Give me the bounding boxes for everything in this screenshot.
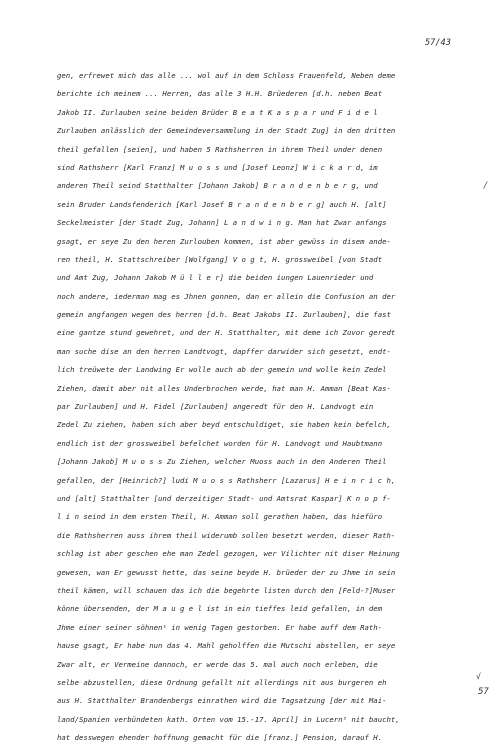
body-text — [57, 67, 477, 747]
text-line: berichte ich meinem ... Herren, das alle 3 H.H. Brüederen [d.h. neben Beat — [57, 89, 383, 99]
text-line: sind Rathsherr [Karl Franz] M u o s s und [Josef Leonz] W i c k a r d, im — [57, 162, 378, 172]
margin-mark: / — [483, 181, 489, 191]
text-line: land/Spanien verbündeten kath. Orten vom 15.-17. April] in Lucern² nit baucht, — [57, 714, 400, 724]
text-line: Seckelmeister [der Stadt Zug, Johann] L a n d w i n g. Man hat Zwar anfangs — [57, 218, 387, 228]
text-line: theil gefallen [seien], und haben 5 Rathsherren in ihrem Theil under denen — [57, 144, 383, 154]
text-line: lich treüwete der Landwing Er wolle auch ab der gemein und wolle kein Zedel — [57, 365, 387, 375]
text-line: gemein angfangen wegen des herren [d.h. Beat Jakobs II. Zurlauben], die fast — [57, 310, 391, 320]
text-line: aus H. Statthalter Brandenbergs einrathen wird die Tagsatzung [der mit Mai- — [57, 696, 387, 706]
text-line: gefallen, der [Heinrich?] ludi M u o s s Rathsherr [Lazarus] H e i n r i c h, — [57, 475, 396, 485]
text-line: ren theil, H. Stattschreiber [Wolfgang] V o g t, H. grossweibel [von Stadt — [57, 254, 383, 264]
text-line: noch andere, iederman mag es Jhnen gonnen, dan er allein die Confusion an der — [57, 291, 396, 301]
text-line: eine gantze stund gewehret, und der H. Statthalter, mit deme ich Zuvor geredt — [57, 328, 396, 338]
text-line: hat desswegen ehender hoffnung gemacht für die [franz.] Pension, darauf H. — [57, 733, 383, 743]
corner-check-mark: √ — [476, 672, 481, 681]
text-line: und Amt Zug, Johann Jakob M ü l l e r] die beiden iungen Lauenrieder und — [57, 273, 374, 283]
text-line: Jakob II. Zurlauben seine beiden Brüder B e a t K a s p a r und F i d e l — [57, 107, 378, 117]
text-line: sein Bruder Landsfenderich [Karl Josef B r a n d e n b e r g] auch H. [alt] — [57, 199, 387, 209]
text-line: theil kämen, will schauen das ich die begehrte listen durch den [Feld-?]Muser — [57, 585, 396, 595]
text-line: könne übersenden, der M a u g e l ist in ein tieffes leid gefallen, in dem — [57, 604, 383, 614]
text-line: gewesen, wan Er gewusst hette, das seine beyde H. brüeder der zu Jhme in sein — [57, 567, 396, 577]
text-line: anderen Theil seind Statthalter [Johann Jakob] B r a n d e n b e r g, und — [57, 181, 378, 191]
text-line: hause gsagt, Er habe nun das 4. Mahl geholffen die Mutschi abstellen, er seye — [57, 641, 396, 651]
corner-page-mark: 57 — [478, 687, 489, 697]
text-line: [Johann Jakob] M u o s s Zu Ziehen, welcher Muoss auch in den Anderen Theil — [57, 457, 387, 467]
text-line: Zurlauben anlässlich der Gemeindeversammlung in der Stadt Zug] in den dritten — [57, 126, 396, 136]
text-line: par Zurlauben] und H. Fidel [Zurlauben] angeredt für den H. Landvogt ein — [57, 402, 374, 412]
page-number: 57/43 — [425, 38, 451, 48]
text-line: und [alt] Statthalter [und derzeitiger Stadt- und Amtsrat Kaspar] K n o p f- — [57, 493, 391, 503]
text-line: l i n seind in dem ersten Theil, H. Amman soll gerathen haben, das hiefüro — [57, 512, 383, 522]
text-line: gsagt, er seye Zu den heren Zurlouben kommen, ist aber gewüss in disem ande- — [57, 236, 391, 246]
text-line: endlich ist der grossweibel befelchet worden für H. Landvogt und Haubtmann — [57, 438, 383, 448]
text-line: man suche dise an den herren Landtvogt, dapffer darwider sich gesetzt, endt- — [57, 346, 391, 356]
text-line: selbe abzustellen, diese Ordnung gefallt nit allerdings nit aus burgeren eh — [57, 677, 387, 687]
text-line: schlag ist aber geschen ehe man Zedel gezogen, wer Vilichter nit diser Meinung — [57, 549, 400, 559]
text-line: Ziehen, damit aber nit alles Underbrochen werde, hat man H. Amman [Beat Kas- — [57, 383, 391, 393]
text-line: die Rathsherren auss ihrem theil widerumb sollen besetzt werden, dieser Rath- — [57, 530, 396, 540]
text-line: Jhme einer seiner söhnen¹ in wenig Tagen gestorben. Er habe auff dem Rath- — [57, 622, 383, 632]
text-line: Zedel Zu ziehen, haben sich aber beyd entschuldiget, sie haben kein befelch, — [57, 420, 391, 430]
text-line: gen, erfrewet mich das alle ... wol auf in dem Schloss Frauenfeld, Neben deme — [57, 71, 396, 80]
text-line: Zwar alt, er Vermeine dannoch, er werde das 5. mal auch noch erleben, die — [57, 659, 378, 669]
